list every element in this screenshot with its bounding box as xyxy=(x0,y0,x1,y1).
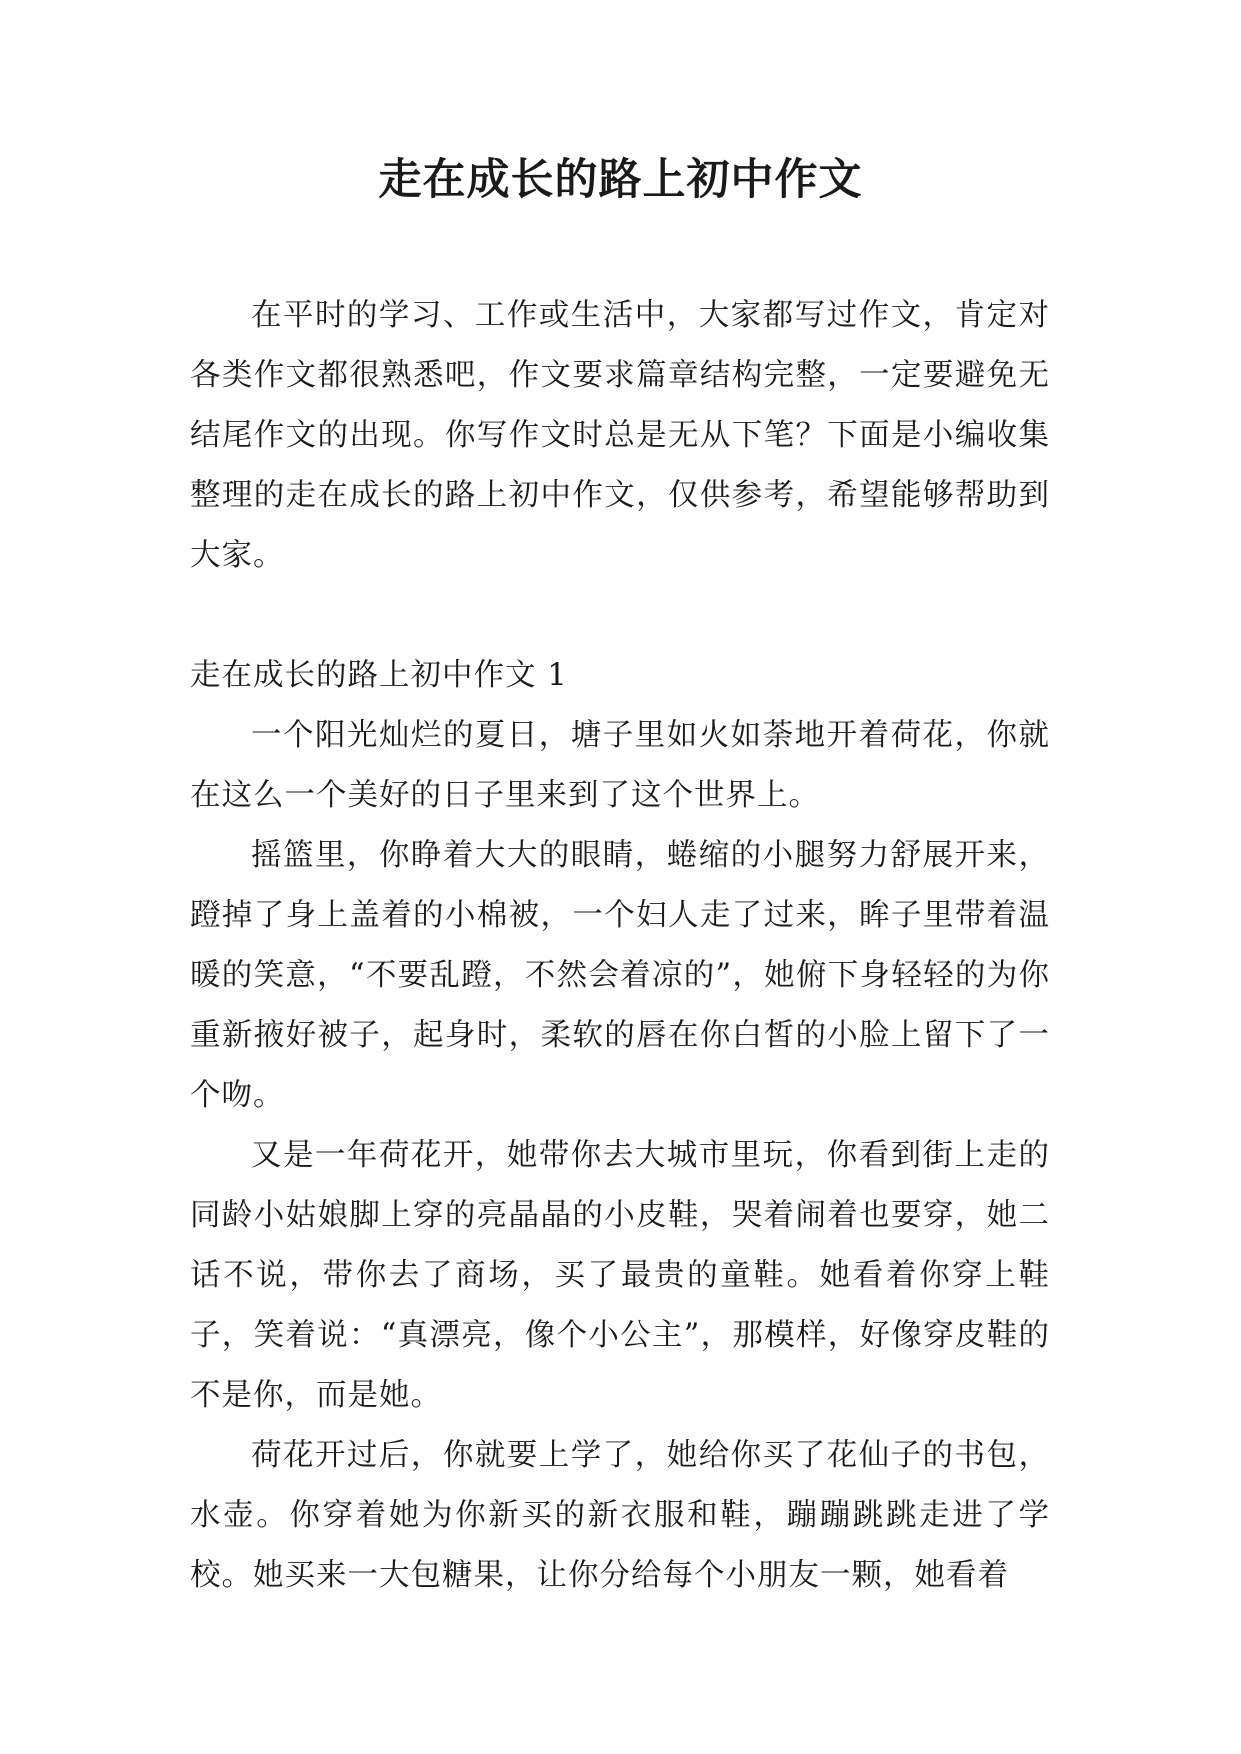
body-paragraph: 摇篮里，你睁着大大的眼睛，蜷缩的小腿努力舒展开来，蹬掉了身上盖着的小棉被，一个妇人走了过来，眸子里带着温暖的笑意，“不要乱蹬，不然会着凉的”，她俯下身轻轻的为你重新掖好被子，起身时，柔软的唇在你白皙的小脸上留下了一个吻。 xyxy=(190,838,1050,1113)
document-title: 走在成长的路上初中作文 xyxy=(378,155,863,205)
section-heading: 走在成长的路上初中作文 1 xyxy=(190,658,568,693)
body-paragraph: 又是一年荷花开，她带你去大城市里玩，你看到街上走的同龄小姑娘脚上穿的亮晶晶的小皮鞋，哭着闹着也要穿，她二话不说，带你去了商场，买了最贵的童鞋。她看着你穿上鞋子，笑着说：“真漂亮，像个小公主”，那模样，好像穿皮鞋的不是你，而是她。 xyxy=(190,1138,1050,1413)
document-body xyxy=(190,286,1050,1606)
body-paragraph: 一个阳光灿烂的夏日，塘子里如火如荼地开着荷花，你就在这么一个美好的日子里来到了这个世界上。 xyxy=(190,718,1050,813)
body-paragraph: 荷花开过后，你就要上学了，她给你买了花仙子的书包，水壶。你穿着她为你新买的新衣服和鞋，蹦蹦跳跳走进了学校。她买来一大包糖果，让你分给每个小朋友一颗，她看着 xyxy=(190,1438,1050,1593)
intro-paragraph: 在平时的学习、工作或生活中，大家都写过作文，肯定对各类作文都很熟悉吧，作文要求篇章结构完整，一定要避免无结尾作文的出现。你写作文时总是无从下笔？下面是小编收集整理的走在成长的路上初中作文，仅供参考，希望能够帮助到大家。 xyxy=(190,298,1050,573)
